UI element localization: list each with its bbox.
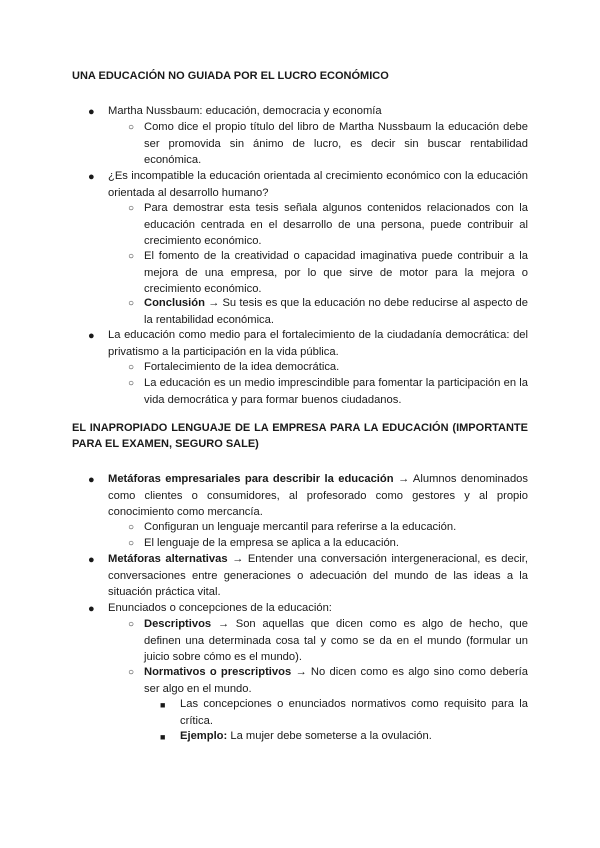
list-item-text: → Entender una conversación intergeneracional, es decir, conversaciones entre generaciones o adecuación del mundo de las ideas a la situación práctica vital. xyxy=(108,553,528,599)
bullet-disc: ● xyxy=(88,554,95,566)
list-item: Para demostrar esta tesis señala algunos contenidos relacionados con la educación centrada en el desarrollo de una persona, puede contribuir al crecimiento económico. xyxy=(144,202,528,248)
list-item: ¿Es incompatible la educación orientada al crecimiento económico con la educación orientada al desarrollo humano? xyxy=(108,170,528,199)
bold-term: Metáforas alternativas xyxy=(108,553,228,565)
list-item xyxy=(144,664,528,697)
list-item: Fortalecimiento de la idea democrática. xyxy=(144,361,340,373)
bullet-circle: ○ xyxy=(128,538,135,549)
section-heading-1: UNA EDUCACIÓN NO GUIADA POR EL LUCRO ECONÓMICO xyxy=(72,70,389,82)
bold-term: Conclusión xyxy=(144,297,205,309)
list-item: Configuran un lenguaje mercantil para referirse a la educación. xyxy=(144,521,457,533)
bold-term: Ejemplo: xyxy=(180,730,228,742)
list-item: El fomento de la creatividad o capacidad imaginativa puede contribuir a la mejora de una empresa, por lo que sirve de motor para la mejora o crecimiento económico. xyxy=(144,250,528,296)
section-heading-2: EL INAPROPIADO LENGUAJE DE LA EMPRESA PARA LA EDUCACIÓN (IMPORTANTE PARA EL EXAMEN, SEGURO SALE) xyxy=(72,422,528,450)
bullet-disc: ● xyxy=(88,171,95,183)
bullet-disc: ● xyxy=(88,106,95,118)
bold-term: Normativos o prescriptivos xyxy=(144,666,292,678)
list-item-text: → No dicen como es algo sino como debería ser algo en el mundo. xyxy=(144,666,529,695)
list-item: La educación es un medio imprescindible para fomentar la participación en la vida democrática y para formar buenos ciudadanos. xyxy=(144,377,528,406)
list-item-text: → Alumnos denominados como clientes o consumidores, al profesorado como gestores y al propio conocimiento como mercancía. xyxy=(108,473,528,519)
bullet-circle: ○ xyxy=(128,122,135,133)
bullet-circle: ○ xyxy=(128,522,135,533)
list-item: Como dice el propio título del libro de Martha Nussbaum la educación debe ser promovida sin ánimo de lucro, es decir sin buscar rentabilidad económica. xyxy=(144,121,528,167)
bullet-circle: ○ xyxy=(128,667,135,678)
list-item-text: → Son aquellas que dicen como es algo de hecho, que definen una determinada cosa tal y como se da en el mundo (formular un juicio sobre cómo es el mundo). xyxy=(144,618,528,664)
list-item: Enunciados o concepciones de la educación: xyxy=(108,602,332,614)
list-item xyxy=(108,551,528,601)
list-item-text: → Su tesis es que la educación no debe reducirse al aspecto de la rentabilidad económica. xyxy=(144,297,528,326)
list-item: La educación como medio para el fortalecimiento de la ciudadanía democrática: del privatismo a la participación en la vida pública. xyxy=(108,329,528,358)
list-item-text: La mujer debe someterse a la ovulación. xyxy=(227,730,432,742)
bullet-circle: ○ xyxy=(128,203,135,214)
list-item xyxy=(180,728,528,745)
bullet-disc: ● xyxy=(88,330,95,342)
list-item xyxy=(108,471,528,521)
list-item xyxy=(144,616,528,666)
bold-term: Metáforas empresariales para describir la educación xyxy=(108,473,394,485)
bullet-circle: ○ xyxy=(128,251,135,262)
bullet-square: ■ xyxy=(160,700,166,710)
bullet-square: ■ xyxy=(160,732,166,742)
bullet-circle: ○ xyxy=(128,362,135,373)
bullet-circle: ○ xyxy=(128,378,135,389)
bullet-circle: ○ xyxy=(128,619,135,630)
bullet-disc: ● xyxy=(88,603,95,615)
list-item: Martha Nussbaum: educación, democracia y economía xyxy=(108,105,382,117)
bullet-circle: ○ xyxy=(128,298,135,309)
list-item xyxy=(144,295,528,328)
bold-term: Descriptivos xyxy=(144,618,212,630)
list-item: Las concepciones o enunciados normativos como requisito para la crítica. xyxy=(180,698,528,727)
bullet-disc: ● xyxy=(88,474,95,486)
list-item: El lenguaje de la empresa se aplica a la educación. xyxy=(144,537,399,549)
